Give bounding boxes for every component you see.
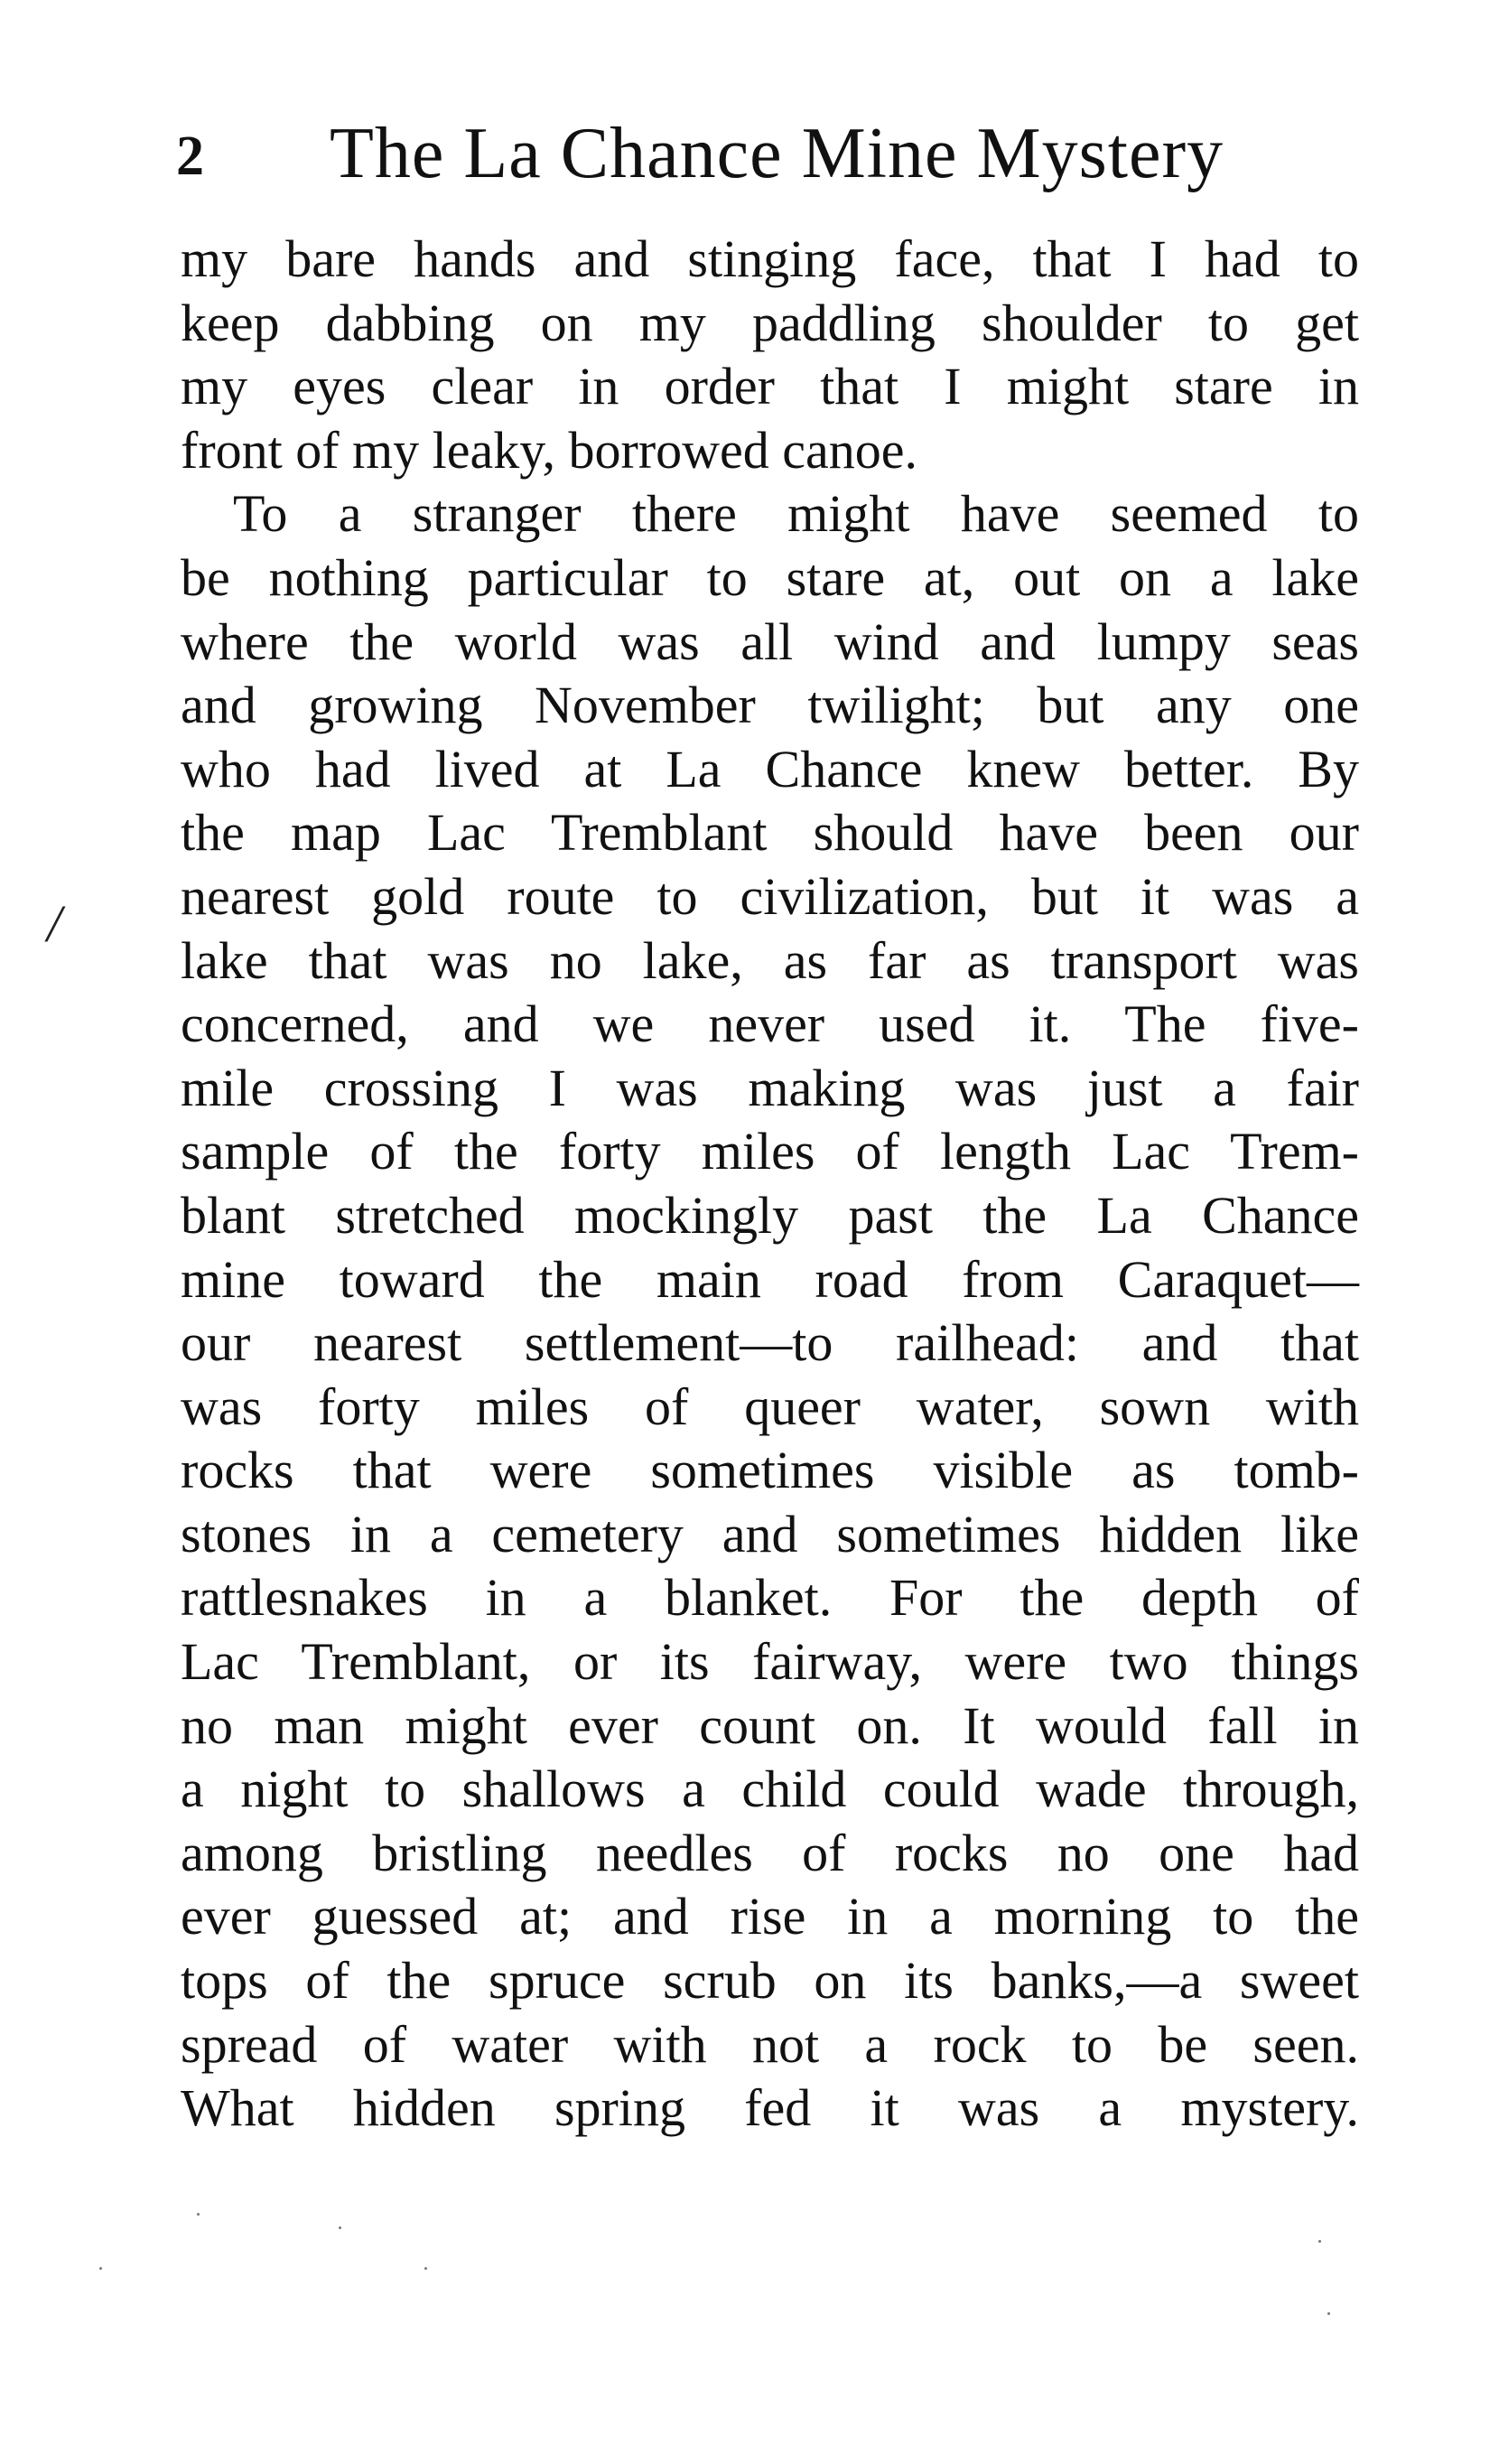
text-line: keep dabbing on my paddling shoulder to get: [181, 293, 1359, 352]
text-line: sample of the forty miles of length Lac Trem-: [181, 1122, 1359, 1181]
paper-speck: [339, 2226, 341, 2229]
page-number: 2: [176, 126, 204, 187]
text-line: who had lived at La Chance knew better. By: [181, 739, 1359, 798]
text-line: rocks that were sometimes visible as tomb-: [181, 1441, 1359, 1500]
text-line: blant stretched mockingly past the La Chance: [181, 1185, 1359, 1245]
text-line-paragraph-start: To a stranger there might have seemed to: [233, 484, 1359, 544]
text-line: front of my leaky, borrowed canoe.: [181, 420, 917, 480]
text-line: spread of water with not a rock to be seen.: [181, 2014, 1359, 2074]
text-line: rattlesnakes in a blanket. For the depth of: [181, 1568, 1359, 1628]
text-line: the map Lac Tremblant should have been our: [181, 803, 1359, 863]
text-line: my eyes clear in order that I might stare in: [181, 357, 1359, 416]
text-line: and growing November twilight; but any one: [181, 676, 1359, 735]
text-line: be nothing particular to stare at, out on a lake: [181, 547, 1359, 607]
text-line: stones in a cemetery and sometimes hidden like: [181, 1504, 1359, 1563]
text-line: tops of the spruce scrub on its banks,—a sweet: [181, 1951, 1359, 2011]
paper-speck: [197, 2213, 200, 2216]
running-title: The La Chance Mine Mystery: [330, 114, 1224, 193]
text-line: mile crossing I was making was just a fair: [181, 1058, 1359, 1117]
text-line: our nearest settlement—to railhead: and that: [181, 1313, 1359, 1373]
text-line: nearest gold route to civilization, but it was a: [181, 866, 1359, 926]
text-line: was forty miles of queer water, sown with: [181, 1377, 1359, 1436]
paper-speck: [1318, 2240, 1321, 2243]
text-line: among bristling needles of rocks no one had: [181, 1823, 1359, 1882]
paper-speck: [424, 2267, 427, 2270]
body-text: [181, 228, 1359, 2141]
text-line: ever guessed at; and rise in a morning to the: [181, 1887, 1359, 1946]
paper-speck: [1327, 2312, 1330, 2315]
text-line: no man might ever count on. It would fall in: [181, 1695, 1359, 1755]
text-line: mine toward the main road from Caraquet—: [181, 1249, 1359, 1309]
text-line: a night to shallows a child could wade through,: [181, 1759, 1359, 1819]
text-line: where the world was all wind and lumpy seas: [181, 611, 1359, 671]
text-line: What hidden spring fed it was a mystery.: [181, 2078, 1359, 2138]
paper-speck: [99, 2267, 102, 2270]
page-header: [176, 113, 1368, 203]
text-line: lake that was no lake, as far as transport was: [181, 930, 1359, 990]
text-line: Lac Tremblant, or its fairway, were two things: [181, 1632, 1359, 1692]
text-line: concerned, and we never used it. The five-: [181, 994, 1359, 1054]
text-line: my bare hands and stinging face, that I had to: [181, 229, 1359, 288]
margin-pencil-mark: /: [47, 894, 62, 953]
